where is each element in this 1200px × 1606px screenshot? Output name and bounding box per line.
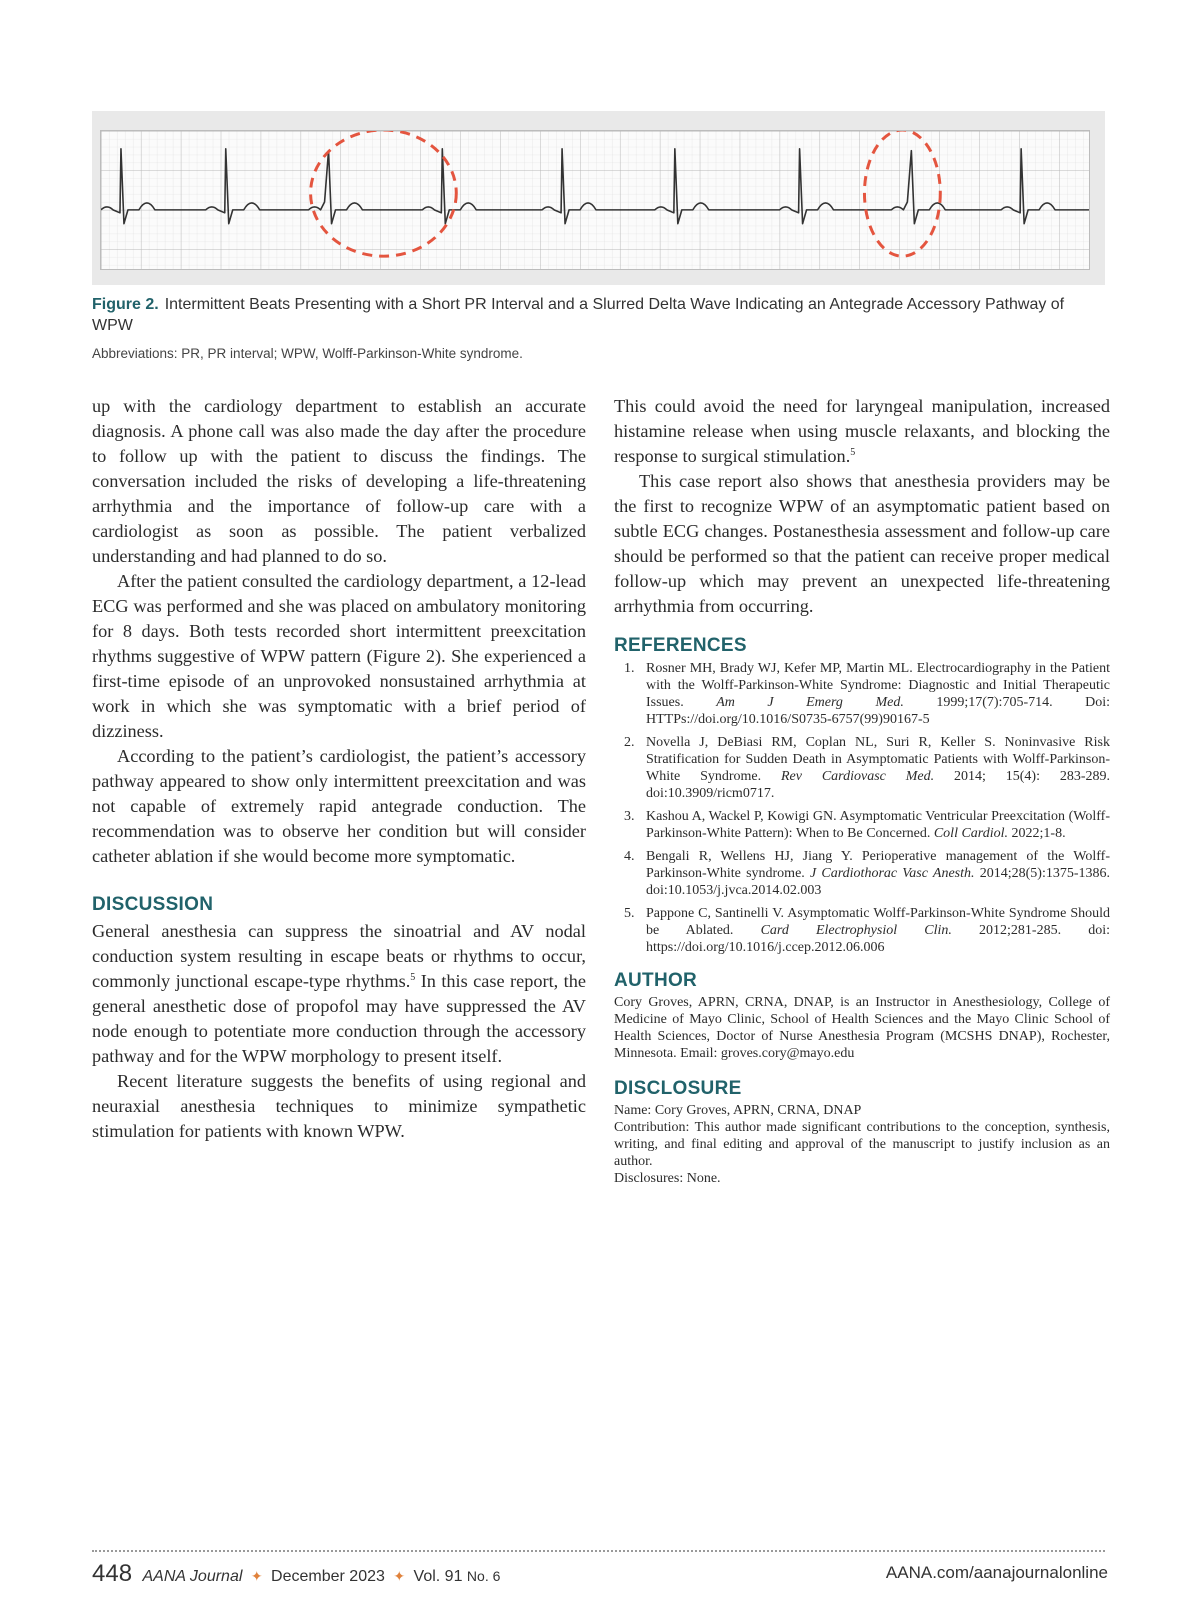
reference-details: 2014; 15(4): 283-289. doi:10.3909/ricm0717.: [646, 769, 1110, 801]
footer-citation: [92, 1560, 500, 1588]
citation-superscript: 5: [850, 446, 856, 458]
references-heading: REFERENCES: [614, 635, 747, 656]
reference-details: 2014;28(5):1375-1386. doi:10.1053/j.jvca.2014.02.003: [646, 866, 1110, 898]
text-general-anesthesia-a: General anesthesia can suppress the sinoatrial and AV nodal conduction system resulting in escape beats or rhythms to occur, commonly junctional escape-type rhythms.: [92, 921, 586, 991]
paragraph-cardiologist-opinion: According to the patient’s cardiologist, the patient’s accessory pathway appeared to show only intermittent preexcitation and was not capable of extremely rapid antegrade conduction. The recommendation was to observe her condition but will consider catheter ablation if she would become more symptomatic.: [92, 746, 586, 866]
reference-authors-title: Kashou A, Wackel P, Kowigi GN. Asymptomatic Ventricular Preexcitation (Wolff-Parkinson-White Pattern): When to Be Concerned.: [646, 809, 1110, 841]
disclosure-none: Disclosures: None.: [614, 1171, 721, 1186]
disclosure-contribution: Contribution: This author made significant contributions to the conception, synthesis, writing, and final editing and approval of the manuscript to justify inclusion as an author.: [614, 1120, 1110, 1169]
text-laryngeal: This could avoid the need for laryngeal manipulation, increased histamine release when using muscle relaxants, and blocking the response to surgical stimulation.: [614, 396, 1110, 466]
reference-number: 1.: [624, 661, 635, 676]
reference-text: [646, 660, 1110, 728]
reference-number: 2.: [624, 735, 635, 750]
reference-details: 2012;281-285. doi: https://doi.org/10.1016/j.ccep.2012.06.006: [646, 923, 1110, 955]
reference-text: [646, 848, 1110, 899]
figure-abbreviations: Abbreviations: PR, PR interval; WPW, Wolff-Parkinson-White syndrome.: [92, 346, 523, 361]
disclosure-heading: DISCLOSURE: [614, 1078, 742, 1099]
paragraph-case-report: This case report also shows that anesthesia providers may be the first to recognize WPW of an asymptomatic patient based on subtle ECG changes. Postanesthesia assessment and follow-up care should be performed so that the patient can receive proper medical follow-up which may prevent an unexpected life-threatening arrhythmia from occurring.: [614, 471, 1110, 616]
figure-caption: [92, 294, 1105, 336]
reference-details: 2022;1-8.: [1008, 826, 1066, 841]
reference-number: 4.: [624, 849, 635, 864]
paragraph-recent-literature: Recent literature suggests the benefits of using regional and neuraxial anesthesia techniques to minimize sympathetic stimulation for patients with known WPW.: [92, 1071, 586, 1141]
reference-item: [614, 660, 1110, 728]
reference-item: [614, 905, 1110, 956]
issue-date: December 2023: [271, 1568, 385, 1585]
reference-journal: Am J Emerg Med.: [716, 695, 904, 710]
author-bio: Cory Groves, APRN, CRNA, DNAP, is an Instructor in Anesthesiology, College of Medicine of Mayo Clinic, School of Health Sciences and the Mayo Clinic School of Health Sciences, Doctor of Nurse Anesthesia Program (MCSHS DNAP), Rochester, Minnesota. Email: groves.cory@mayo.edu: [614, 995, 1110, 1061]
text-general-anesthesia-b: In this case report, the general anesthetic dose of propofol may have suppressed the AV node enough to potentiate more conduction through the accessory pathway and for the WPW morphology to present itself.: [92, 971, 586, 1066]
reference-authors-title: Rosner MH, Brady WJ, Kefer MP, Martin ML. Electrocardiography in the Patient with the Wolff-Parkinson-White Syndrome: Diagnostic and Initial Therapeutic Issues.: [646, 661, 1110, 710]
journal-name: AANA Journal: [142, 1568, 243, 1585]
references-list: [614, 660, 1110, 956]
paragraph-laryngeal: [614, 394, 1110, 469]
reference-journal: Coll Cardiol.: [933, 826, 1009, 841]
journal-website[interactable]: AANA.com/aanajournalonline: [885, 1563, 1108, 1582]
reference-item: [614, 848, 1110, 899]
reference-text: [646, 905, 1110, 956]
reference-item: [614, 734, 1110, 802]
reference-authors-title: Bengali R, Wellens HJ, Jiang Y. Perioperative management of the Wolff-Parkinson-White syndrome.: [646, 849, 1110, 881]
right-column: [614, 394, 1110, 1187]
issue-number: No. 6: [466, 1568, 501, 1584]
author-heading: AUTHOR: [614, 970, 698, 991]
reference-journal: Rev Cardiovasc Med.: [781, 769, 935, 784]
footer-dotted-rule: [92, 1550, 1105, 1552]
reference-number: 5.: [624, 906, 635, 921]
diamond-separator-icon: ✦: [250, 1568, 263, 1584]
figure-label: Figure 2.: [92, 296, 159, 313]
left-column: [92, 394, 586, 1144]
reference-journal: Card Electrophysiol Clin.: [760, 923, 952, 938]
disclosure-name: Name: Cory Groves, APRN, CRNA, DNAP: [614, 1103, 862, 1118]
ecg-strip-figure: [100, 130, 1090, 270]
diamond-separator-icon: ✦: [393, 1568, 406, 1584]
reference-authors-title: Novella J, DeBiasi RM, Coplan NL, Suri R, Keller S. Noninvasive Risk Stratification for Sudden Death in Asymptomatic Patients with Wolff-Parkinson-White Syndrome.: [646, 735, 1110, 784]
volume: Vol. 91: [413, 1568, 463, 1585]
reference-journal: J Cardiothorac Vasc Anesth.: [809, 866, 975, 881]
figure-caption-text: Intermittent Beats Presenting with a Short PR Interval and a Slurred Delta Wave Indicating an Antegrade Accessory Pathway of WPW: [92, 296, 1065, 334]
paragraph-followup: up with the cardiology department to establish an accurate diagnosis. A phone call was also made the day after the procedure to follow up with the patient to discuss the findings. The conversation included the risks of developing a life-threatening arrhythmia and the importance of follow-up care with a cardiologist as soon as possible. The patient verbalized understanding and had planned to do so.: [92, 396, 586, 566]
reference-details: 1999;17(7):705-714. Doi: HTTPs://doi.org/10.1016/S0735-6757(99)90167-5: [646, 695, 1110, 727]
reference-text: [646, 734, 1110, 802]
citation-superscript: 5: [410, 971, 416, 983]
paragraph-cardiology: After the patient consulted the cardiology department, a 12-lead ECG was performed and she was placed on ambulatory monitoring for 8 days. Both tests recorded short intermittent preexcitation rhythms suggestive of WPW pattern (Figure 2). She experienced a first-time episode of an unprovoked nonsustained arrhythmia at work in which she was symptomatic with a brief period of dizziness.: [92, 571, 586, 741]
page-number: 448: [92, 1560, 133, 1587]
reference-item: [614, 808, 1110, 842]
reference-authors-title: Pappone C, Santinelli V. Asymptomatic Wolff-Parkinson-White Syndrome Should be Ablated.: [646, 906, 1110, 938]
discussion-heading: DISCUSSION: [92, 894, 214, 915]
reference-text: [646, 808, 1110, 842]
reference-number: 3.: [624, 809, 635, 824]
paragraph-general-anesthesia: [92, 919, 586, 1069]
